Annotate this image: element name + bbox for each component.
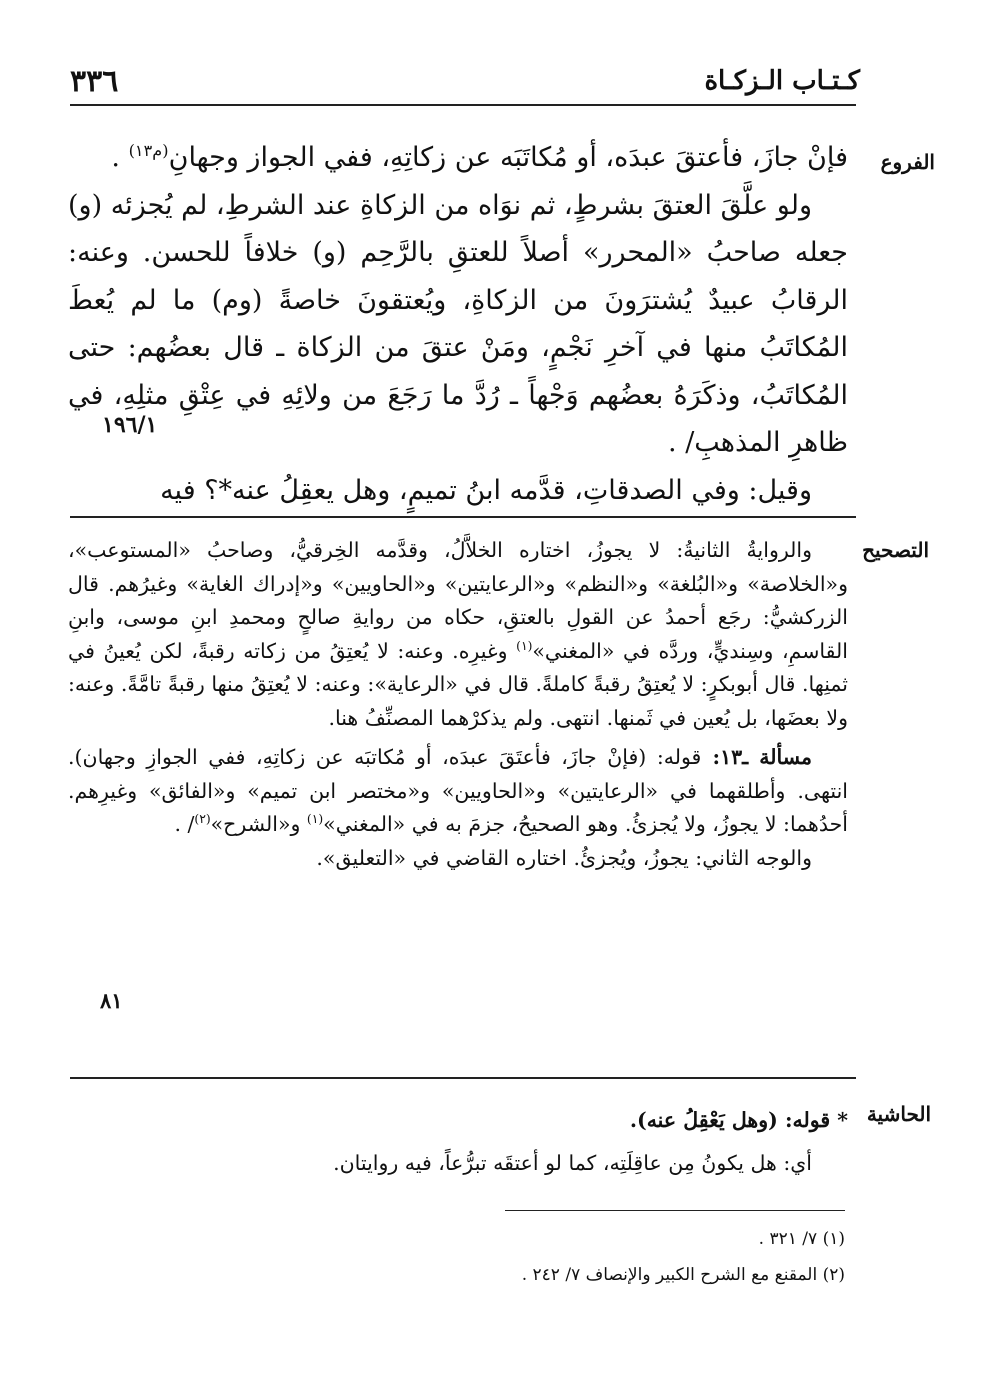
corr-p2-text-c: / . xyxy=(174,812,195,836)
label-hashiya: الحاشية xyxy=(866,1102,931,1126)
main-p1-text: فإنْ جازَ، فأعتقَ عبدَه، أو مُكاتَبَه عن زكاتِهِ، ففي الجواز وجهانِ xyxy=(168,142,848,173)
corr-p2-text-b: و«الشرح» xyxy=(210,812,307,836)
footnote-rule xyxy=(505,1210,845,1211)
book-title: كـتـاب الـزكـاة xyxy=(704,66,860,96)
main-paragraph-1 xyxy=(68,134,848,182)
hashiya-head xyxy=(68,1104,848,1137)
masalah-label: مسألة ـ١٣: xyxy=(701,745,812,769)
corr-p2-text: قوله: (فإنْ جازَ، فأعتَقَ عبدَه، أو مُكاتبَه عن زكاتِهِ، ففي الجوازِ وجهان). انتهى. وأطلقهما في «الرعايتين» و«الحاويين» و«مختصر ابن تميم» و«الفائق» وغيرِهم. أحدُهما: لا يجوزُ، ولا يُجزئُ. وهو الصحيحُ، جزمَ به في «المغني» xyxy=(68,745,848,836)
footnote-2: (٢) المقنع مع الشرح الكبير والإنصاف ٧/ ٢٤٢ . xyxy=(521,1265,845,1285)
footnote-ref-1: (١) xyxy=(516,638,533,653)
corr-paragraph-1 xyxy=(68,534,848,735)
label-tashih: التصحيح xyxy=(862,538,929,562)
corr-p1-text-b: وغيرِه. وعنه: لا يُعتِقُ من زكاته رقبةً، لكن يُعينُ في ثمنِها. قال أبوبكرٍ: لا يُعتِقُ رقبةً كاملةً. قال في «الرعاية»: وعنه: لا يُعتِقُ منها رقبةً تامَّةً. وعنه: ولا بعضَها، بل يُعين في ثَمنها. انتهى. ولم يذكرْهما المصنِّفُ هنا. xyxy=(68,638,848,730)
page-number: ٣٣٦ xyxy=(70,64,119,99)
label-furu: الفروع xyxy=(880,150,935,174)
footnote-ref-1b: (١) xyxy=(306,812,324,827)
footnote-1: (١) ٧/ ٣٢١ . xyxy=(758,1229,845,1249)
main-text xyxy=(68,134,848,514)
corr-paragraph-3: والوجه الثاني: يجوزُ، ويُجزئُ. اختاره القاضي في «التعليق». xyxy=(316,845,812,870)
header-rule xyxy=(70,104,856,106)
correction-text xyxy=(68,534,848,875)
masalah-ref: (م١٣) xyxy=(128,141,169,160)
section-rule-2 xyxy=(70,1077,856,1079)
margin-ref-corr: ٨١ xyxy=(100,988,123,1013)
main-paragraph-2: ولو علَّقَ العتقَ بشرطٍ، ثم نوَاه من الزكاةِ عند الشرطِ، لم يُجزئه (و) جعله صاحبُ «المحرر» أصلاً للعتقِ بالرَّحِم (و) خلافاً للحسن. وعنه: الرقابُ عبيدٌ يُشترَونَ من الزكاةِ، ويُعتقونَ خاصةً (وم) ما لم يُعطَ المُكاتَبُ منها في آخرِ نَجْمٍ، ومَنْ عتقَ من الزكاة ـ قال بعضُهم: حتى المُكاتَبُ، وذكَرَهُ بعضُهم وَجْهاً ـ رُدَّ ما رَجَعَ من ولائِهِ في عِتْقِ مثلِهِ، في ظاهرِ المذهبِ/ . xyxy=(68,189,848,458)
footnote-ref-2: (٢) xyxy=(194,812,211,827)
corr-paragraph-2 xyxy=(68,741,848,842)
margin-ref-main: ١٩٦/١ xyxy=(102,412,158,438)
hashiya-head-text: قوله: (وهل يَعْقِلُ عنه). xyxy=(629,1108,831,1132)
corr-p1-text: والروايةُ الثانيةُ: لا يجوزُ، اختاره الخلاَّلُ، وقدَّمه الخِرقيُّ، وصاحبُ «المستوعب»، و«الخلاصة» و«البُلغة» و«النظم» و«الرعايتين» و«الحاويين» و«إدراك الغاية» وغيرُهم. قال الزركشيُّ: رجَع أحمدُ عن القولِ بالعتقِ، حكاه من روايةِ صالحٍ ومحمدِ ابنِ موسى، وابنِ القاسمِ، وسِنديٍّ، وردَّه في «المغني» xyxy=(68,538,848,663)
asterisk-marker: * xyxy=(830,1108,848,1132)
main-p1-end: . xyxy=(111,142,129,173)
main-paragraph-3: وقيل: وفي الصدقاتِ، قدَّمه ابنُ تميمٍ، وهل يعقِلُ عنه*؟ فيه xyxy=(160,474,812,506)
running-header xyxy=(70,66,860,102)
hashiya-paragraph: أي: هل يكونُ مِن عاقِلَتِه، كما لو أعتقَه تبرُّعاً، فيه روايتان. xyxy=(333,1151,812,1175)
section-rule-1 xyxy=(70,516,856,518)
hashiya-text xyxy=(68,1104,848,1180)
